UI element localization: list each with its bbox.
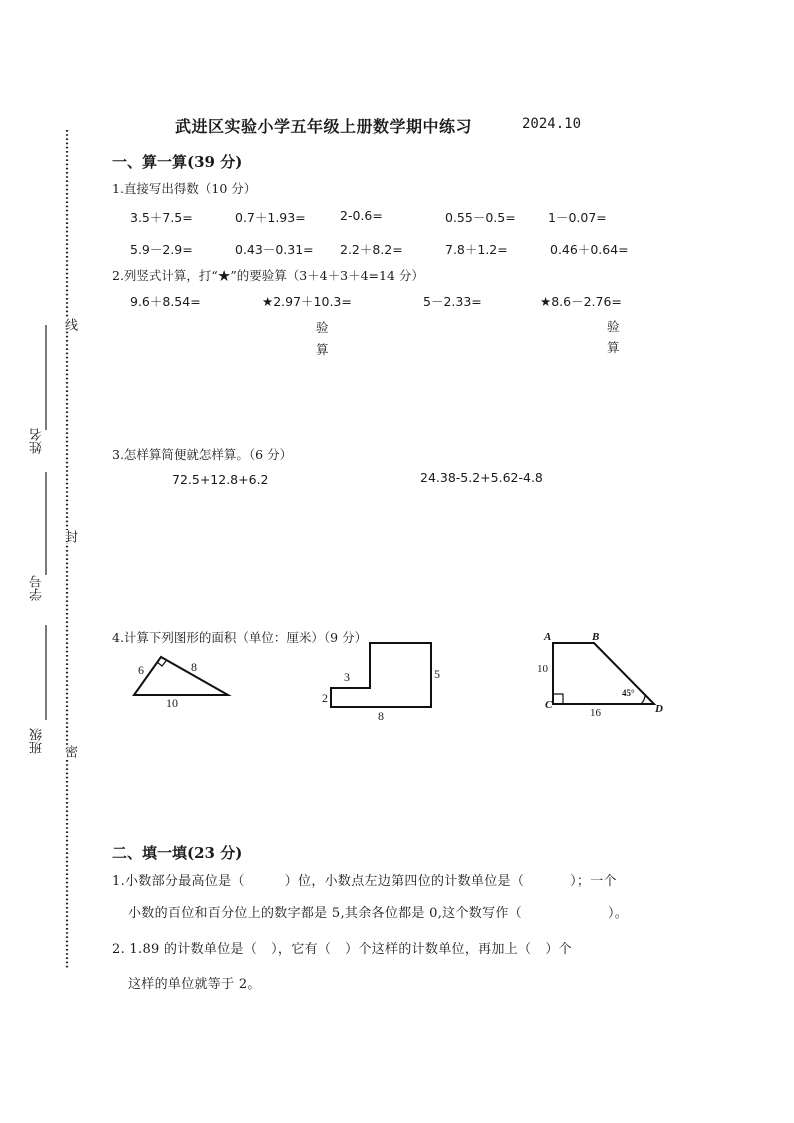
s2-q1-line2 [128, 902, 628, 921]
s2-q2-line2: 这样的单位就等于 2。 [128, 977, 261, 992]
s2-q1-line1-b: ）位，小数点左边第四位的计数单位是（ [284, 874, 525, 889]
q2-item4: ★8.6－2.76= [540, 294, 622, 309]
q2-label: 2.列竖式计算，打“★”的要验算（3＋4＋3＋4=14 分） [112, 268, 424, 283]
q1-r2-c2: 0.43－0.31= [235, 242, 314, 257]
s2-q2-line1-d: ）个 [545, 942, 572, 957]
q4-label: 4.计算下列图形的面积（单位：厘米）（9 分） [112, 630, 368, 645]
binding-seal-char: 封 [62, 530, 77, 543]
q1-r1-c3: 2-0.6= [340, 208, 383, 223]
q1-r1-c1: 3.5＋7.5= [130, 210, 193, 225]
q3-item1: 72.5+12.8+6.2 [172, 472, 269, 487]
q1-label: 1.直接写出得数（10 分） [112, 181, 257, 196]
name-label: 姓名 [30, 428, 45, 454]
s2-q2-line1-c: ）个这样的计数单位，再加上（ [345, 942, 532, 957]
page-title: 武进区实验小学五年级上册数学期中练习 [175, 117, 473, 136]
student-number-label: 学号 [30, 575, 45, 601]
q2-check-label-1a: 验 [316, 320, 329, 335]
q1-r2-c5: 0.46＋0.64= [550, 242, 629, 257]
binding-line-char: 线 [62, 318, 77, 331]
lshape-bottom: 8 [378, 709, 384, 723]
triangle-side-a: 6 [138, 663, 144, 677]
angle-arc [641, 694, 645, 704]
q2-check-label-2a: 验 [607, 319, 620, 334]
lshape-left-top: 3 [344, 670, 350, 684]
trapezoid-right-angle-mark [553, 694, 563, 704]
section2-heading: 二、填一填(23 分) [112, 844, 243, 862]
class-label: 班级 [30, 728, 45, 754]
s2-q1-line1 [112, 870, 617, 889]
q2-item1: 9.6＋8.54= [130, 294, 201, 309]
q3-label: 3.怎样算简便就怎样算。（6 分） [112, 447, 293, 462]
q2-check-label-1b: 算 [316, 342, 329, 357]
q1-r1-c5: 1－0.07= [548, 210, 607, 225]
s2-q2-line1-b: ），它有（ [271, 942, 332, 957]
s2-q1-line2-b: ）。 [607, 906, 629, 921]
trapezoid-vertex-b: B [592, 631, 600, 643]
lshape-right: 5 [434, 667, 440, 681]
q2-item3: 5－2.33= [423, 294, 482, 309]
q1-r1-c2: 0.7＋1.93= [235, 210, 306, 225]
triangle-shape [134, 657, 228, 695]
q1-r2-c3: 2.2＋8.2= [340, 242, 403, 257]
q2-check-label-2b: 算 [607, 340, 620, 355]
q1-r2-c4: 7.8＋1.2= [445, 242, 508, 257]
s2-q1-line1-a: 1.小数部分最高位是（ [112, 874, 245, 889]
trapezoid-height: 10 [537, 663, 548, 675]
s2-q1-line1-c: ）；一个 [570, 874, 617, 889]
trapezoid-vertex-d: D [655, 703, 663, 715]
trapezoid-base: 16 [590, 707, 601, 719]
binding-secret-char: 密 [62, 745, 77, 758]
triangle-side-b: 8 [191, 660, 197, 674]
trapezoid-shape [553, 643, 654, 704]
trapezoid-angle: 45° [622, 688, 635, 698]
trapezoid-vertex-a: A [544, 631, 552, 643]
trapezoid-vertex-c: C [545, 699, 553, 711]
lshape-left: 2 [322, 691, 328, 705]
triangle-side-c: 10 [166, 696, 178, 710]
q1-r1-c4: 0.55－0.5= [445, 210, 516, 225]
section1-heading: 一、算一算(39 分) [112, 153, 243, 171]
s2-q1-line2-a: 小数的百位和百分位上的数字都是 5,其余各位都是 0,这个数写作（ [128, 906, 522, 921]
s2-q2-line1 [112, 938, 572, 957]
s2-q2-line1-a: 2. 1.89 的计数单位是（ [112, 942, 258, 957]
exam-date: 2024.10 [522, 116, 582, 132]
q1-r2-c1: 5.9－2.9= [130, 242, 193, 257]
q2-item2: ★2.97＋10.3= [262, 294, 352, 309]
q3-item2: 24.38-5.2+5.62-4.8 [420, 470, 543, 485]
